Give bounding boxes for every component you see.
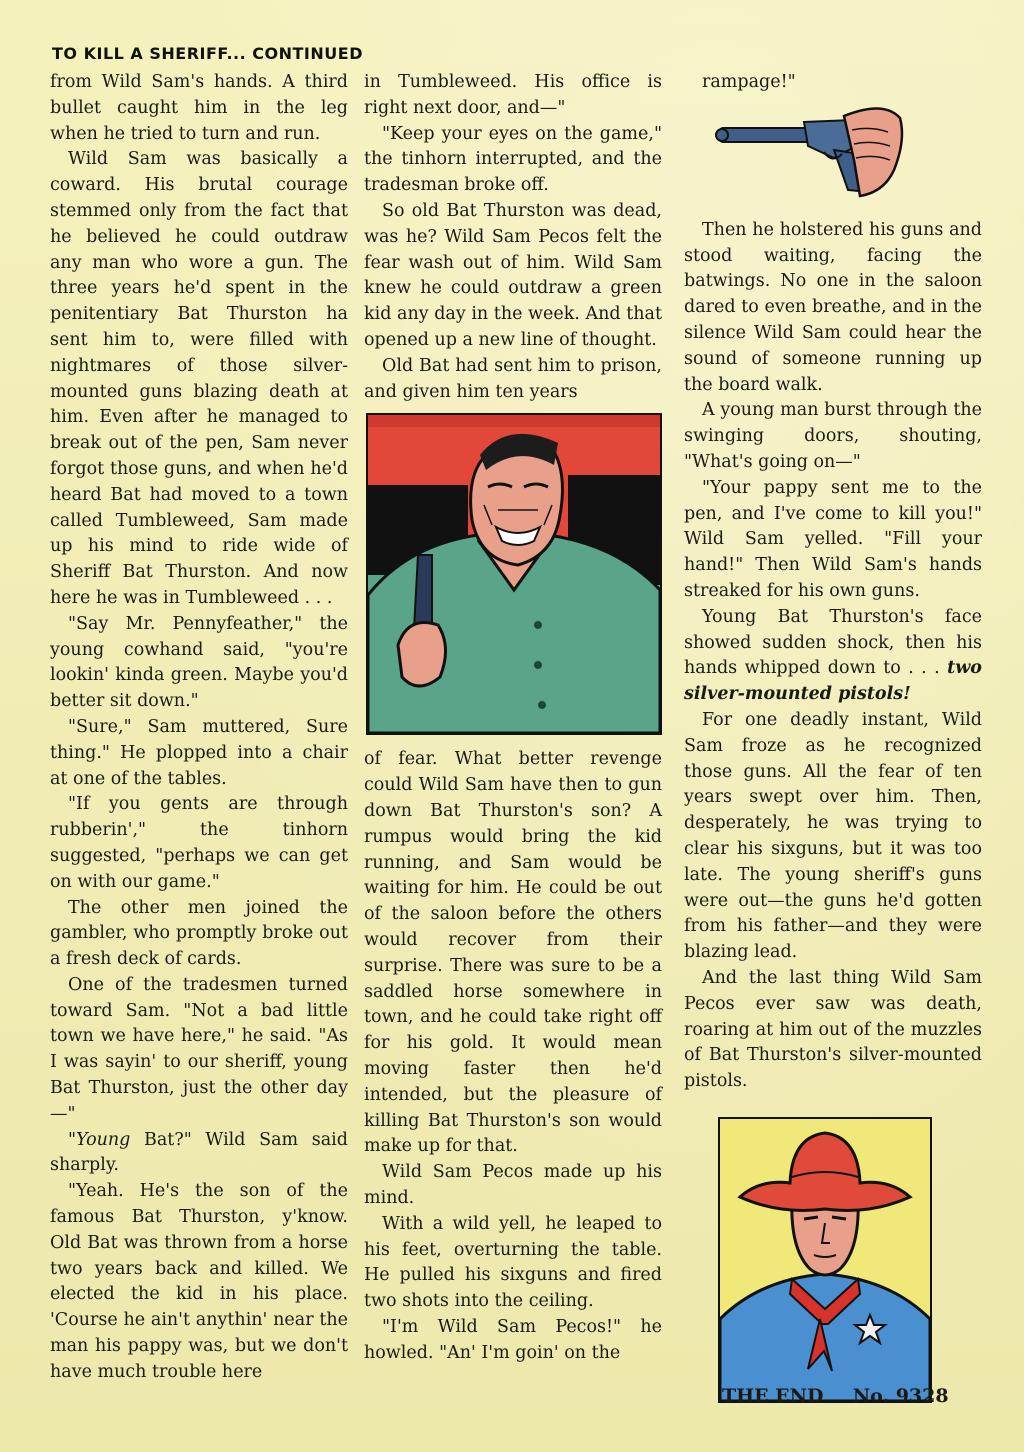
text-column-3 [684,70,982,1403]
paragraph: "Yeah. He's the son of the famous Bat Thurston, y'know. Old Bat was thrown from a horse two years back and killed. We elected the kid in his place. 'Course he ain't anythin' near the man his pappy was, but we don't have much trouble here [50,1181,348,1382]
paragraph: For one deadly instant, Wild Sam froze as he recognized those guns. All the fear of ten years swept over him. Then, desperately, he was trying to clear his sixguns, but it was too late. The young sheriff's guns were out—the guns he'd gotten from his father—and they were blazing lead. [684,709,982,963]
paragraph: "If you gents are through rubberin'," the tinhorn suggested, "perhaps we can get on with our game." [50,794,348,892]
italic-young: "Young [68,1129,131,1150]
the-end-label: THE END [722,1385,824,1407]
text-column-1 [50,70,348,1386]
wild-sam-illustration [366,413,662,735]
paragraph: "Say Mr. Pennyfeather," the young cowhand said, "you're lookin' kinda green. Maybe you'd better sit down." [50,613,348,712]
issue-number: No. 9328 [852,1385,949,1407]
story-footer [722,1385,949,1407]
paragraph: The other men joined the gambler, who promptly broke out a fresh deck of cards. [50,897,348,970]
paragraph: With a wild yell, he leaped to his feet, overturning the table. He pulled his sixguns and fired two shots into the ceiling. [364,1213,662,1312]
paragraph: "Keep your eyes on the game," the tinhorn interrupted, and the tradesman broke off. [364,123,662,196]
paragraph: One of the tradesmen turned toward Sam. "Not a bad little town we have here," he said. "As I was sayin' to our sheriff, young Bat Thurston, just the other day—" [50,974,348,1124]
paragraph [50,1128,348,1180]
paragraph: in Tumbleweed. His office is right next door, and—" [364,72,662,118]
italic-pistols: two silver-mounted pistols! [684,658,982,705]
sheriff-drawing [720,1119,930,1401]
paragraph-text: Young Bat Thurston's face showed sudden shock, then his hands whipped down to . . . [684,606,982,679]
paragraph: "I'm Wild Sam Pecos!" he howled. "An' I'm goin' on the [364,1316,662,1363]
paragraph-rest: Bat?" Wild Sam said sharply. [50,1129,348,1176]
paragraph: And the last thing Wild Sam Pecos ever saw was death, roaring at him out of the muzzles of Bat Thurston's silver-mounted pistols. [684,967,982,1092]
wild-sam-drawing [368,415,660,733]
paragraph: Old Bat had sent him to prison, and given him ten years [364,355,662,402]
paragraph: "Sure," Sam muttered, Sure thing." He plopped into a chair at one of the tables. [50,716,348,789]
paragraph: from Wild Sam's hands. A third bullet caught him in the leg when he tried to turn and run. [50,72,348,144]
paragraph: A young man burst through the swinging doors, shouting, "What's going on—" [684,400,982,472]
paragraph: Wild Sam Pecos made up his mind. [364,1162,662,1208]
paragraph [684,605,982,708]
paragraph: So old Bat Thurston was dead, was he? Wild Sam Pecos felt the fear wash out of him. Wild Sam knew he could outdraw a green kid any day in the week. And that opened up a new line of thought. [364,200,662,350]
paragraph: rampage!" [702,72,796,92]
paragraph: Then he holstered his guns and stood waiting, facing the batwings. No one in the saloon dared to even breathe, and in the silence Wild Sam could hear the sound of someone running up the board walk. [684,219,982,395]
paragraph: Wild Sam was basically a coward. His brutal courage stemmed only from the fact that he believed he could outdraw any man who wore a gun. The three years he'd spent in the penitentiary Bat Thurston ha sent him to, were filled with nightmares of those silver-mounted guns blazing death at him. Even after he managed to break out of the pen, Sam never forgot those guns, and when he'd heard Bat had moved to a town called Tumbleweed, Sam made up his mind to ride wide of Sheriff Bat Thurston. And now here he was in Tumbleweed . . . [50,149,348,608]
revolver-icon [684,100,982,212]
text-column-2 [364,70,662,1366]
young-sheriff-illustration [718,1117,932,1403]
story-header: TO KILL A SHERIFF... CONTINUED [52,44,363,63]
paragraph: "Your pappy sent me to the pen, and I've come to kill you!" Wild Sam yelled. "Fill your hand!" Then Wild Sam's hands streaked for his own guns. [684,477,982,601]
paragraph: of fear. What better revenge could Wild Sam have then to gun down Bat Thurston's son? A rumpus would bring the kid running, and Sam would be waiting for him. He could be out of the saloon before the others would recover from their surprise. There was sure to be a saddled horse somewhere in town, and he could take right off for his gold. It would mean moving faster then he'd intended, but the pleasure of killing Bat Thurston's son would make up for that. [364,749,662,1157]
gun-in-hand-illustration [684,100,982,212]
